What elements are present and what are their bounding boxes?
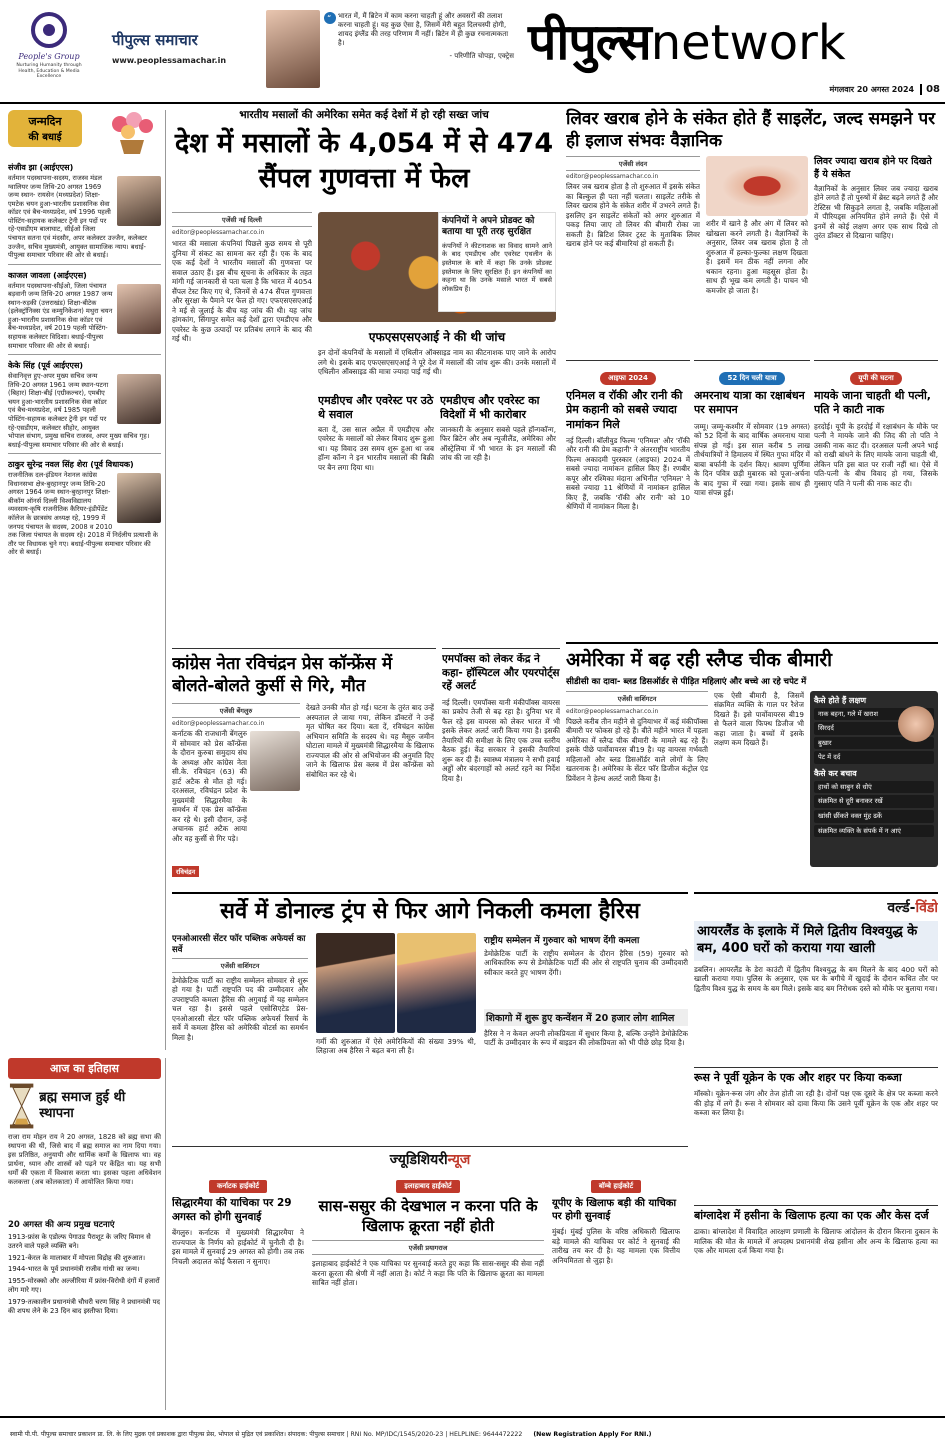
history-item: 1979-तत्कालीन प्रधानमंत्री चौधरी चरण सिंह ने प्रधानमंत्री पद की शपथ लेने के 23 दिन बाद इस्तीफा दिया। (8, 1297, 161, 1315)
world-tag-prefix: वर्ल्ड- (887, 900, 916, 916)
liver-photo (706, 156, 808, 216)
mpox-body: नई दिल्ली। एमपॉक्स यानी मंकीपॉक्स वायरस का प्रकोप तेजी से बढ़ रहा है। दुनिया भर में फैल रहे इस वायरस को लेकर भारत में भी इसके लेकर अलर्ट जारी किया गया है। इसकी तैयारियों की समीक्षा के लिए एक उच्च स्तरीय बैठक हुई। केंद्र सरकार ने इसकी तैयारियां शुरू कर दी हैं। स्वास्थ्य मंत्रालय ने सभी हवाई अड्डों और बंदरगाहों को अलर्ट रहने का निर्देश दिया है। (442, 697, 560, 783)
birthday-name: काजल जावला (आईएएस) (8, 270, 87, 280)
birthday-entry (8, 162, 161, 260)
spices-callout-title: कंपनियों ने अपने प्रोडक्ट को बताया था पूरी तरह सुरक्षित (442, 216, 535, 238)
quote-icon (324, 12, 336, 24)
spices-callout-body: कंपनियों ने कीटनाशक का विवाद सामने आने के बाद एमडीएच और एवरेस्ट एथलीन के इस्तेमाल के बारे में कहा कि उनके प्रोडक्ट इस्तेमाल के लिए सुरक्षित हैं। इन कंपनियों का कहना था कि उनके मसाले भारत में सबसे लोकप्रिय हैं। (442, 241, 552, 294)
spices-headline: देश में मसालों के 4,054 में से 474 सैंपल गुणवत्ता में फेल (174, 128, 554, 195)
spices-sub2-title: एमडीएच और एवरेस्ट पर उठे थे सवाल (318, 394, 434, 421)
trump-body-2: डेमोक्रेटिक पार्टी के राष्ट्रीय सम्मेलन के दौरान हैरिस (59) गुरुवार को आधिकारिक रूप से डेमोक्रेटिक पार्टी की ओर से राष्ट्रपति चुनाव की उम्मीदवारी स्वीकार करते हुए भाषण देंगी। (484, 948, 688, 977)
amarnath-headline: अमरनाथ यात्रा का रक्षाबंधन पर समापन (694, 389, 805, 417)
birthday-body: राजनीतिक दल-इंडियन नेशनल कांग्रेस विधानसभा क्षेत्र-बुरहानपुर जन्म तिथि-20 अगस्त 1964 जन्म स्थान-बुरहानपुर शिक्षा-बीकॉम ऑनर्स दिल्ली विश्वविद्यालय व्यवसाय-कृषि राजनीतिक कैरियर-इंडीपेंडेंट कॉलेज के छात्रसंघ अध्यक्ष रहे, 1999 में जनपद पंचायत के सदस्य, 2008 व 2010 तक जिला पंचायत के सदस्य रहे। 2018 में निर्दलीय प्रत्याशी के तौर पर विधायक चुने गए। बधाई-पीपुल्स समाचार परिवार की ओर से बधाई। (8, 471, 158, 557)
usa-box-title-1: कैसे होते हैं लक्षण (814, 695, 866, 705)
russia-headline: रूस ने पूर्वी यूक्रेन के एक और शहर पर किया कब्जा (694, 1067, 938, 1085)
amarnath-body: जम्मू। जम्मू-कश्मीर में सोमवार (19 अगस्त) को 52 दिनों के बाद वार्षिक अमरनाथ यात्रा संपन्न हो गई। इस साल करीब 5 लाख तीर्थयात्रियों ने हिमालय में स्थित गुफा मंदिर में बाबा बर्फानी के दर्शन किए। श्रावण पूर्णिमा के दिन पवित्र छड़ी मुबारक को पूजा-अर्चना के बाद गुफा में रखा गया। इसके साथ ही यात्रा संपन्न हुई। (694, 421, 810, 498)
trump-body-3: हैरिस ने न केवल अपनी लोकप्रियता में सुधार किया है, बल्कि उन्होंने डेमोक्रेटिक पार्टी के उम्मीदवार के रूप में बाइडन की लोकप्रियता को भी पीछे छोड़ दिया है। (484, 1028, 688, 1048)
history-others-title: 20 अगस्त की अन्य प्रमुख घटनाएं (8, 1220, 115, 1230)
bombay-body: मुंबई। मुंबई पुलिस के वरिष्ठ अधिकारी खिलाफ बड़े मामले की याचिका पर कोर्ट ने सुनवाई की तारीख तय कर दी है। यह मामला एक वित्तीय अनियमितता से जुड़ा है। (552, 1227, 680, 1265)
usa-symptom: बुखार (814, 737, 934, 750)
birthday-title (8, 110, 82, 147)
congress-photo (250, 731, 300, 791)
liver-callout-title: लिवर ज्यादा खराब होने पर दिखते हैं ये संकेत (814, 156, 932, 180)
spices-sub1-title: एफएसएसएआई ने की थी जांच (368, 330, 506, 344)
group-tagline: Nurturing Humanity through Health, Education & Media Excellence (16, 63, 82, 79)
liver-callout-body: वैज्ञानिकों के अनुसार लिवर जब ज्यादा खराब होने लगते हैं तो पुरुषों में ब्रेस्ट बढ़ने लगते हैं और टेस्टिस भी सिकुड़ने लगता है, जबकि महिलाओं में पीरियड्स अनियमित होने लगते हैं। ऐसे में इनमें से कोई लक्षण अगर एक साथ दिखे तो तुरंत डॉक्टर से दिखाना चाहिए। (814, 183, 938, 241)
spices-body: भारत की मसाला कंपनियां पिछले कुछ समय से पूरी दुनिया में संकट का सामना कर रही हैं। एक के बाद एक कई देशों ने भारतीय मसालों की गुणवत्ता पर सवाल उठाए हैं। इस बीच सूचना के अधिकार के तहत मांगी गई जानकारी से पता चला है कि भारत में 4054 सैंपल टेस्ट किए गए थे, जिनमें से 474 सैंपल गुणवत्ता और सुरक्षा के पैमाने पर फेल हो गए। एफएसएसएआई ने मई से जुलाई के बीच यह जांच की थी। यह जांच हांगकांग, सिंगापुर समेत कई देशों द्वारा एमडीएच और एवरेस्ट के कुछ उत्पादों पर प्रतिबंध लगाने के बाद की गई थी। (172, 239, 312, 343)
network-hindi: पीपुल्स (528, 13, 651, 71)
quote-box (324, 12, 514, 92)
iifa-tag: आइफा 2024 (600, 372, 656, 385)
liver-body: लिवर जब खराब होता है तो शुरुआत में इसके संकेत का बिल्कुल ही पता नहीं चलता। साइलेंट तरीके से लिवर खराब होने के संकेत शरीर में उभरने लगते हैं। इसलिए इन साइलेंट संकेतों को अगर शुरुआत में पकड़ लिया जाए तो लिवर की बीमारी रोका जा सकती है। ब्रिटिश लिवर ट्रस्ट के मुताबिक लिवर खराब होने पर कई बीमारियां हो सकती हैं। (566, 182, 700, 249)
bombay-headline: यूपीए के खिलाफ बड़ी की याचिका पर होगी सुनवाई (552, 1198, 677, 1222)
spices-sub2-body: बता दें, उस साल अप्रैल में एमडीएच और एवरेस्ट के मसालों को लेकर विवाद शुरू हुआ था। यह विवाद उस समय शुरू हुआ था जब हॉन्ग कॉन्ग ने इन भारतीय मसालों की बिक्री पर बैन लगा दिया था। (318, 424, 434, 472)
usa-info-box (810, 691, 938, 867)
usa-subhead: सीडीसी का दावा- ब्लड डिसऑर्डर से पीड़ित महिलाएं और बच्चे आ रहे चपेट में (566, 676, 807, 687)
congress-email[interactable]: editor@peoplessamachar.co.in (172, 720, 265, 728)
congress-story (172, 648, 436, 886)
wife-headline: मायके जाना चाहती थी पत्नी, पति ने काटी नाक (814, 389, 931, 417)
svg-text:“: “ (327, 14, 332, 23)
judiciary-title-label: न्यूज (447, 1152, 471, 1168)
flower-bouquet-icon (102, 110, 162, 156)
spices-sub3-body: जानकारी के अनुसार सबसे पहले हॉन्गकॉन्ग, फिर ब्रिटेन और अब न्यूजीलैंड, अमेरिका और ऑस्ट्रेलिया में भी भारत के इन मसालों की जांच की जा रही है। (440, 424, 556, 462)
bangladesh-headline: बांग्लादेश में हसीना के खिलाफ हत्या का एक और केस दर्ज (694, 1205, 938, 1223)
quote-text: भारत में, मैं ब्रिटेन में काम करना चाहती हूं और अवसरों की तलाश करना चाहती हूं। यह कुछ ऐसा है, जिसमें मेरी बहुत दिलचस्पी होगी, शायद इंग्लैंड की तरह परिणाम मैं नहीं। ब्रिटेन में ही कुछ रचनात्मकता है। (338, 12, 509, 48)
hourglass-icon (8, 1083, 35, 1129)
spices-sub1-body: इन दोनों कंपनियों के मसालों में एथिलीन ऑक्साइड नाम का कीटनाशक पाए जाने के आरोप लगे थे। इसके बाद एफएसएसएआई ने पूरे देश में मसालों की जांच शुरू की। उनके मसालों में एथिलीन ऑक्साइड की मात्रा ज्यादा पाई गई थी। (318, 348, 556, 376)
trump-body: डेमोक्रेटिक पार्टी का राष्ट्रीय सम्मेलन सोमवार से शुरू हो गया है। पार्टी राष्ट्रपति पद की उम्मीदवार और उपराष्ट्रपति कमला हैरिस की अगुवाई में यह सम्मेलन चल रहा है। इससे पहले एसोसिएटेड प्रेस-एनओआरसी सेंटर फॉर पब्लिक अफेयर्स रिसर्च के सर्वे में कमला हैरिस को अमेरिकी वोटर्स का समर्थन मिला है। (172, 975, 308, 1042)
history-item: 1944-भारत के पूर्व प्रधानमंत्री राजीव गांधी का जन्म। (8, 1265, 140, 1274)
usa-body-2: एक ऐसी बीमारी है, जिसमें संक्रमित व्यक्ति के गाल पर रैशेज दिखते हैं। इसे पार्वोवायरस बी19 से फैलने वाला फिफ्थ डिजीज भी कहा जाता है। बच्चों में इसके लक्षण कम दिखते हैं। (714, 690, 804, 748)
judiciary-title-prefix: ज्यूडिशियरी (389, 1152, 448, 1168)
trump-sub2: राष्ट्रीय सम्मेलन में गुरुवार को भाषण देंगी कमला (484, 935, 640, 946)
group-name: People's Group (18, 52, 80, 61)
congress-body: कर्नाटक की राजधानी बेंगलुरु में सोमवार को प्रेस कॉन्फ्रेंस के दौरान कुरुबा समुदाय संघ के अध्यक्ष और कांग्रेस नेता सी.के. रविचंद्रन (63) की हार्ट अटैक से मौत हो गई। दरअसल, रविचंद्रन प्रदेश के मुख्यमंत्री सिद्धारमैया के समर्थन में एक प्रेस कॉन्फ्रेंस कर रहे थे। इसी दौरान, उन्हें अचानक हार्ट अटैक आया और वह कुर्सी से गिर पड़े। (172, 729, 247, 843)
karnataka-headline: सिद्धारमैया की याचिका पर 29 अगस्त को होगी सुनवाई (172, 1197, 292, 1223)
quote-author-photo (266, 10, 320, 88)
allahabad-byline: एजेंसी प्रयागराज (312, 1240, 544, 1255)
birthday-entry (8, 264, 161, 351)
usa-headline: अमेरिका में बढ़ रही स्लैप्ड चीक बीमारी (566, 649, 833, 671)
usa-prevention: खांसी छींकते वक्त मुंह ढकें (814, 810, 934, 823)
page-number: 08 (920, 84, 940, 95)
footer-text: स्वामी पी.पी. पीपुल्स समाचार प्रकाशन प्रा. लि. के लिए मुद्रक एवं प्रकाशक द्वारा पीपुल्स प्रेस, भोपाल से मुद्रित एवं प्रकाशित। संपादक: पीपुल्स समाचार | RNI No. MP/IDC/1545/2020-23 | HELPLINE: 9644472222 (10, 1431, 523, 1438)
world-tag-label: विंडो (915, 900, 938, 916)
spices-byline: एजेंसी नई दिल्ली (172, 212, 312, 227)
congress-body-2: देखते उनकी मौत हो गई। घटना के तुरंत बाद उन्हें अस्पताल ले जाया गया, लेकिन डॉक्टरों ने उन्हें मृत घोषित कर दिया। बता दें, रविचंद्रन कांग्रेस अभियान समिति के सदस्य थे। यह मैसूरु जमीन घोटाला मामले में मुख्यमंत्री सिद्धारमैया के खिलाफ राज्यपाल की ओर से अभियोजन की अनुमति दिए जाने के खिलाफ प्रेस क्लब में प्रेस कॉन्फ्रेंस को संबोधित कर रहे थे। (306, 703, 434, 779)
paper-name: पीपुल्स समाचार (112, 31, 198, 49)
ireland-body: डबलिन। आयरलैंड के डेरा काउंटी में द्वितीय विश्वयुद्ध के बम मिलने के बाद 400 घरों को खाली कराया गया। पुलिस के अनुसार, एक घर के बगीचे में खुदाई के दौरान कथित तौर पर द्वितीय विश्व युद्ध के समय के बम मिले। इसके बाद बम निरोधक दस्ते को मौके पर बुलाया गया। (694, 964, 938, 993)
wife-story (814, 360, 938, 638)
russia-body: मॉस्को। यूक्रेन-रूस जंग और तेज होती जा रही है। दोनों पक्ष एक दूसरे के क्षेत्र पर कब्जा करने की होड़ में लगे हैं। रूस ने सोमवार को दावा किया कि उसने पूर्वी यूक्रेन के एक और शहर पर कब्जा कर लिया है। (694, 1089, 938, 1118)
usa-box-title-2: कैसे कर बचाव (814, 768, 857, 778)
history-item: 1955-मोरक्को और अल्जीरिया में फ्रांस-विरोधी दंगों में हजारों लोग मारे गए। (8, 1277, 160, 1295)
birthday-photo (117, 473, 161, 523)
usa-prevention: संक्रमित व्यक्ति के संपर्क में न आएं (814, 825, 934, 838)
trump-sub1: एनओआरसी सेंटर फॉर पब्लिक अफेयर्स का सर्वे (172, 933, 306, 955)
usa-prevention: हाथों को साबुन से धोएं (814, 781, 934, 794)
history-item: 1913-फ्रांस के एडोल्फ पेगाउड पैराशूट के जरिए विमान से उतरने वाले पहले व्यक्ति बने। (8, 1233, 151, 1250)
spices-email[interactable]: editor@peoplessamachar.co.in (172, 229, 265, 236)
birthday-header (8, 110, 161, 158)
birthday-entry (8, 354, 161, 449)
birthday-name: केके सिंह (पूर्व आईएएस) (8, 361, 84, 371)
history-headline: ब्रह्म समाज हुई थी स्थापना (39, 1089, 126, 1121)
liver-story (566, 108, 938, 356)
congress-caption: रविचंद्रन (172, 866, 199, 877)
date-strip (740, 80, 940, 98)
spices-sub3-title: एमडीएच और एवरेस्ट का विदेशों में भी कारोबार (440, 394, 540, 421)
usa-story (566, 642, 938, 886)
judiciary-title (172, 1150, 688, 1169)
allahabad-body: इलाहाबाद हाईकोर्ट ने एक याचिका पर सुनवाई करते हुए कहा कि सास-ससुर की सेवा नहीं करना क्रूरता की श्रेणी में नहीं आता है। कोर्ट ने कहा कि पति के खिलाफ क्रूरता का मामला साबित नहीं होता। (312, 1259, 544, 1287)
usa-symptom: सिरदर्द (814, 722, 934, 735)
peoples-group-logo (14, 10, 84, 92)
birthday-photo (117, 374, 161, 424)
birthday-name: ठाकुर सुरेन्द्र नवल सिंह शेरा (पूर्व विधायक) (8, 460, 134, 470)
wife-body: हरदोई। यूपी के हरदोई में रक्षाबंधन के मौके पर पत्नी ने मायके जाने की जिद की तो पति ने उसकी नाक काट दी। दरअसल पत्नी अपने भाई को राखी बांधने के लिए मायके जाना चाहती थी, लेकिन पति इस बात पर राजी नहीं था। ऐसे में पति-पत्नी के बीच विवाद हो गया, जिसके गुस्साए पति ने पत्नी की नाक काट दी। (814, 421, 938, 488)
birthday-body: वर्तमान पदस्थापना-सीईओ, जिला पंचायत बड़वानी जन्म तिथि-20 अगस्त 1987 जन्म स्थान-रुड़की (उत्तराखंड) शिक्षा-बीटेक (इलेक्ट्रॉनिक्स एंड कम्युनिकेशन) मथुरा चयन हुआ-भारतीय प्रशासनिक सेवा कॉडर एवं बैच-मध्यप्रदेश, वर्ष 2019 पहली पोस्टिंग-सहायक कलेक्टर विदिशा। बधाई-पीपुल्स समाचार परिवार की ओर से बधाई। (8, 281, 113, 350)
karnataka-body: बेंगलुरु। कर्नाटक में मुख्यमंत्री सिद्धारमैया ने राज्यपाल के निर्णय को हाईकोर्ट में चुनौती दी है। इस मामले में सुनवाई 29 अगस्त को होगी। तब तक निचली अदालत कोई फैसला न सुनाए। (172, 1228, 304, 1266)
ireland-headline: आयरलैंड के इलाके में मिले द्वितीय विश्वयुद्ध के बम, 400 घरों को कराया गया खाली (694, 921, 938, 961)
iifa-headline: एनिमल व रॉकी और रानी की प्रेम कहानी को सबसे ज्यादा नामांकन मिले (566, 389, 683, 431)
network-logo (528, 6, 938, 76)
amarnath-story (694, 360, 810, 638)
judiciary-news (172, 1146, 688, 1410)
usa-byline: एजेंसी वाशिंगटन (566, 691, 708, 706)
usa-body: पिछले करीब तीन महीने से दुनियाभर में कई मंकीपॉक्स बीमारी पर फोकस हो रहे हैं। बीते महीने भारत में पहला अमेरिका में स्लैप्ड चीक बीमारी के मामले बढ़ रहे हैं। इसके पीछे पार्वोवायरस बी19 है। यह वायरस गर्भवती महिलाओं और ब्लड डिसऑर्डर वाले लोगों के लिए खतरनाक है। अमेरिका के सेंटर फॉर डिजीज कंट्रोल एंड प्रिवेंशन ने हेल्थ अलर्ट जारी किया है। (566, 716, 708, 783)
birthday-name: संजीव झा (आईएएस) (8, 163, 74, 172)
allahabad-tag: इलाहाबाद हाईकोर्ट (396, 1180, 459, 1193)
liver-body-2: शरीर में खाने है और अंग में लिवर को खोखला करने लगती है। वैज्ञानिकों के अनुसार, लिवर जब खराब होता है तो शुरुआत में हल्का-फुल्का लक्षण दिखता है। इसमें मन ठीक नहीं लगना और थकान रहना। हुआ महसूस होता है। साथ ही भूख कम लगती है। पाचन भी कमजोर हो जाता है। (706, 219, 808, 295)
liver-byline: एजेंसी लंदन (566, 156, 700, 171)
iifa-body: नई दिल्ली। बॉलीवुड फिल्म 'एनिमल' और 'रॉकी और रानी की प्रेम कहानी' ने अंतरराष्ट्रीय भारतीय फिल्म अकादमी पुरस्कार (आइफा) 2024 में सबसे ज्यादा नामांकन हासिल किए हैं। रणबीर कपूर और रश्मिका मंदाना अभिनीत 'एनिमल' ने सबसे ज्यादा 11 श्रेणियों में नामांकन हासिल किए हैं, जबकि 'रॉकी और रानी' को 10 श्रेणियों में नामांकन मिला है। (566, 435, 690, 512)
issue-date: मंगलवार 20 अगस्त 2024 (829, 84, 915, 94)
birthday-photo (117, 284, 161, 334)
masthead (0, 0, 945, 104)
liver-email[interactable]: editor@peoplessamachar.co.in (566, 173, 659, 181)
usa-symptom: नाक बहना, गले में खराश (814, 708, 934, 721)
paper-url[interactable]: www.peoplessamachar.in (112, 56, 227, 65)
world-tag (694, 898, 938, 917)
birthday-body: वर्तमान पदस्थापना-सदस्य, राजस्व मंडल ग्वालियर जन्म तिथि-20 अगस्त 1969 जन्म स्थान- रायसेन (मध्यप्रदेश) शिक्षा-एमटेक चयन हुआ-भारतीय प्रशासनिक सेवा कॉडर एवं बैच-मध्यप्रदेश, वर्ष 1996 पहली पोस्टिंग-सहायक कलेक्टर ट्रेनी इन पदों पर रहे-एसडीएम बालाघाट, सीईओ जिला पंचायत सतना एवं मंदसौर, अपर कलेक्टर उज्जैन, कलेक्टर उज्जैन, सचिव मुख्यमंत्री, आयुक्त सामाजिक न्याय। बधाई-पीपुल्स समाचार परिवार की ओर से बधाई। (8, 174, 148, 260)
footer-registration: (New Registration Apply For RNI.) (533, 1431, 652, 1438)
allahabad-headline: सास-ससुर की देखभाल न करना पति के खिलाफ क्रूरता नहीं होती (318, 1197, 538, 1235)
congress-byline: एजेंसी बेंगलुरु (172, 703, 300, 718)
trump-photo (397, 933, 476, 1033)
birthday-entry (8, 453, 161, 557)
usa-email[interactable]: editor@peoplessamachar.co.in (566, 707, 659, 715)
history-column (8, 1058, 166, 1410)
footer (0, 1416, 945, 1445)
birthday-body: सेवानिवृत्त हुए-अपर मुख्य सचिव जन्म तिथि-20 अगस्त 1961 जन्म स्थान-पटना (बिहार) शिक्षा-बीई (एग्रीकल्चर), एमबीए चयन हुआ-भारतीय प्रशासनिक सेवा कॉडर एवं बैच-मध्यप्रदेश, वर्ष 1985 पहली पोस्टिंग-सहायक कलेक्टर ट्रेनी इन पदों पर रहे-एसडीएम, कलेक्टर सीहोर, आयुक्त भोपाल संभाग, प्रमुख सचिव राजस्व, अपर मुख्य सचिव गृह। बधाई-पीपुल्स समाचार परिवार की ओर से बधाई। (8, 372, 150, 449)
quote-author: - परिणीति चोपड़ा, एक्ट्रेस (449, 52, 514, 61)
wife-tag: यूपी की घटना (850, 372, 901, 385)
liver-headline: लिवर खराब होने के संकेत होते हैं साइलेंट, जल्द समझने पर ही इलाज संभवः वैज्ञानिक (566, 109, 936, 152)
usa-symptom-photo (898, 706, 934, 742)
amarnath-tag: 52 दिन चली यात्रा (719, 372, 784, 385)
paper-brand (112, 30, 262, 65)
network-english: network (650, 15, 846, 71)
usa-symptom: पेट में दर्द (814, 751, 934, 764)
usa-prevention: संक्रमित से दूरी बनाकर रखें (814, 795, 934, 808)
congress-headline: कांग्रेस नेता रविचंद्रन प्रेस कॉन्फ्रेंस में बोलते-बोलते कुर्सी से गिरे, मौत (172, 654, 393, 697)
spices-callout (438, 212, 556, 312)
karnataka-tag: कर्नाटक हाईकोर्ट (209, 1180, 267, 1193)
bangladesh-body: ढाका। बांग्लादेश में विवादित आरक्षण प्रणाली के खिलाफ आंदोलन के दौरान किराना दुकान के मालिक की मौत के मामले में अपदस्थ प्रधानमंत्री शेख हसीना और अन्य के खिलाफ हत्या का एक और मामला दर्ज किया गया है। (694, 1227, 938, 1256)
birthday-photo (117, 176, 161, 226)
trump-byline: एजेंसी वाशिंगटन (172, 958, 308, 973)
spices-story (172, 108, 556, 643)
bombay-tag: बॉम्बे हाईकोर्ट (591, 1180, 641, 1193)
history-header: आज का इतिहास (8, 1058, 161, 1079)
spices-kicker: भारतीय मसालों की अमेरिका समेत कई देशों में हो रही सख्त जांच (239, 109, 489, 121)
birthday-title-line2: की बधाई (28, 132, 62, 143)
harris-photo (316, 933, 395, 1033)
iifa-story (566, 360, 690, 638)
mpox-headline: एमपॉक्स को लेकर केंद्र ने कहा- हॉस्पिटल और एयरपोर्ट्स रहें अलर्ट (442, 653, 560, 693)
group-logo-icon (29, 10, 69, 50)
mpox-story (442, 648, 560, 886)
trump-sub3: शिकागो में शुरू हुए कन्वेंशन में 20 हजार लोग शामिल (484, 1009, 688, 1026)
world-window (694, 892, 938, 1410)
trump-body-mid: गर्मी की शुरुआत में ऐसे अमेरिकियों की संख्या 39% थी, लिहाजा अब हैरिस ने बढ़त बना ली है। (316, 1036, 476, 1056)
trump-headline: सर्वे में डोनाल्ड ट्रंप से फिर आगे निकली कमला हैरिस (220, 899, 640, 924)
birthday-title-line1: जन्मदिन (28, 115, 62, 128)
history-item: 1921-केरल के मालाबार में मोपला विद्रोह की शुरुआत। (8, 1253, 146, 1262)
birthday-column (8, 110, 166, 1050)
history-body: राजा राम मोहन राय ने 20 अगस्त, 1828 को ब्रह्म सभा की स्थापना की थी, जिसे बाद में ब्रह्म समाज का नाम दिया गया। इस प्रतिष्ठित, अनुयायी और धार्मिक कर्मों के खिलाफ था। वह प्रार्थना, ध्यान और शास्त्रों को पढ़ने पर केंद्रित था। यह सभी धर्मों की एकता में विश्वास करता था। इसका पहला अधिवेशन कलकत्ता (अब कोलकाता) में आयोजित किया गया। (8, 1133, 161, 1186)
trump-story (172, 892, 688, 1142)
